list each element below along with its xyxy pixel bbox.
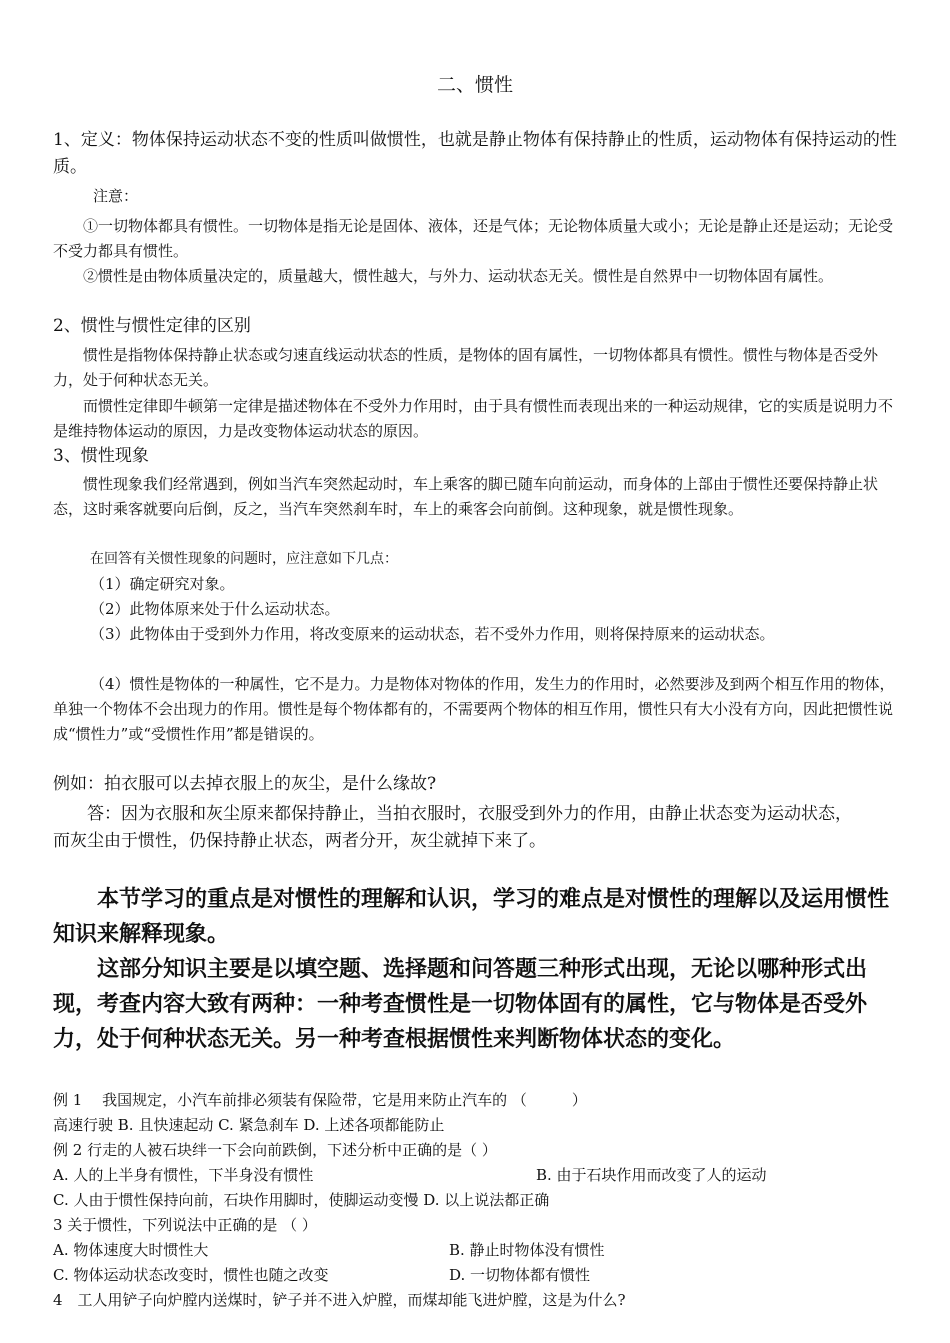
section-heading-2: 2、惯性与惯性定律的区别: [53, 316, 251, 336]
exercise-1-question: 例 1 我国规定，小汽车前排必须装有保险带，它是用来防止汽车的 （ ）: [53, 1091, 587, 1109]
example-question: 例如：拍衣服可以去掉衣服上的灰尘，是什么缘故?: [53, 774, 437, 794]
exercise-2-option-a: A. 人的上半身有惯性，下半身没有惯性: [53, 1166, 314, 1184]
section-3-paragraph-2: 在回答有关惯性现象的问题时，应注意如下几点：: [90, 551, 398, 567]
section-2-paragraph-2: 而惯性定律即牛顿第一定律是描述物体在不受外力作用时，由于具有惯性而表现出来的一种运动规律，它的实质是说明力不是维持物体运动的原因，力是改变物体运动状态的原因。: [53, 397, 894, 440]
note-label: 注意：: [93, 187, 139, 205]
section-2-paragraph-1: 惯性是指物体保持静止状态或匀速直线运动状态的性质，是物体的固有属性，一切物体都具有惯性。惯性与物体是否受外力，处于何种状态无关。: [53, 346, 879, 389]
point-1: （1）确定研究对象。: [90, 575, 235, 593]
note-1: ①一切物体都具有惯性。一切物体是指无论是固体、液体，还是气体；无论物体质量大或小；无论是静止还是运动；无论受不受力都具有惯性。: [53, 217, 894, 260]
exercise-3-option-d: D. 一切物体都有惯性: [449, 1266, 591, 1284]
point-4: （4）惯性是物体的一种属性，它不是力。力是物体对物体的作用，发生力的作用时，必然要涉及到两个相互作用的物体，单独一个物体不会出现力的作用。惯性是每个物体都有的，不需要两个物体的相互作用，惯性只有大小没有方向，因此把惯性说成“惯性力”或“受惯性作用”都是错误的。: [53, 675, 895, 743]
example-answer: 答：因为衣服和灰尘原来都保持静止，当拍衣服时，衣服受到外力的作用，由静止状态变为运动状态，而灰尘由于惯性，仍保持静止状态，两者分开，灰尘就掉下来了。: [53, 804, 852, 851]
exercise-2-option-cd: C. 人由于惯性保持向前，石块作用脚时，使脚运动变慢 D. 以上说法都正确: [53, 1191, 550, 1209]
note-2: ②惯性是由物体质量决定的，质量越大，惯性越大，与外力、运动状态无关。惯性是自然界中一切物体固有属性。: [83, 267, 834, 285]
definition-paragraph: 1、定义：物体保持运动状态不变的性质叫做惯性，也就是静止物体有保持静止的性质，运动物体有保持运动的性质。: [53, 130, 897, 177]
exercise-1-options: 高速行驶 B. 且快速起动 C. 紧急刹车 D. 上述各项都能防止: [53, 1116, 445, 1134]
exercise-3-option-a: A. 物体速度大时惯性大: [53, 1241, 209, 1259]
exercise-3-option-b: B. 静止时物体没有惯性: [449, 1241, 605, 1259]
point-2: （2）此物体原来处于什么运动状态。: [90, 600, 340, 618]
exercise-3-option-c: C. 物体运动状态改变时，惯性也随之改变: [53, 1266, 329, 1284]
page-title: 二、惯性: [436, 74, 513, 96]
exercise-4-question: 4 工人用铲子向炉膛内送煤时，铲子并不进入炉膛，而煤却能飞进炉膛，这是为什么?: [53, 1291, 626, 1309]
exercise-2-question: 例 2 行走的人被石块绊一下会向前跌倒，下述分析中正确的是（ ）: [53, 1141, 497, 1159]
exercise-3-question: 3 关于惯性，下列说法中正确的是 （ ）: [53, 1216, 317, 1234]
section-heading-3: 3、惯性现象: [53, 446, 149, 466]
exercise-2-option-b: B. 由于石块作用而改变了人的运动: [536, 1166, 767, 1184]
section-3-paragraph-1: 惯性现象我们经常遇到，例如当汽车突然起动时，车上乘客的脚已随车向前运动，而身体的上部由于惯性还要保持静止状态，这时乘客就要向后倒，反之，当汽车突然刹车时，车上的乘客会向前倒。这种现象，就是惯性现象。: [53, 475, 879, 518]
focus-paragraph: 本节学习的重点是对惯性的理解和认识，学习的难点是对惯性的理解以及运用惯性知识来解释现象。: [53, 887, 890, 947]
point-3: （3）此物体由于受到外力作用，将改变原来的运动状态，若不受外力作用，则将保持原来的运动状态。: [90, 625, 775, 643]
exam-scope-paragraph: 这部分知识主要是以填空题、选择题和问答题三种形式出现，无论以哪种形式出现，考查内容大致有两种：一种考查惯性是一切物体固有的属性，它与物体是否受外力，处于何种状态无关。另一种考查根据惯性来判断物体状态的变化。: [53, 957, 868, 1052]
